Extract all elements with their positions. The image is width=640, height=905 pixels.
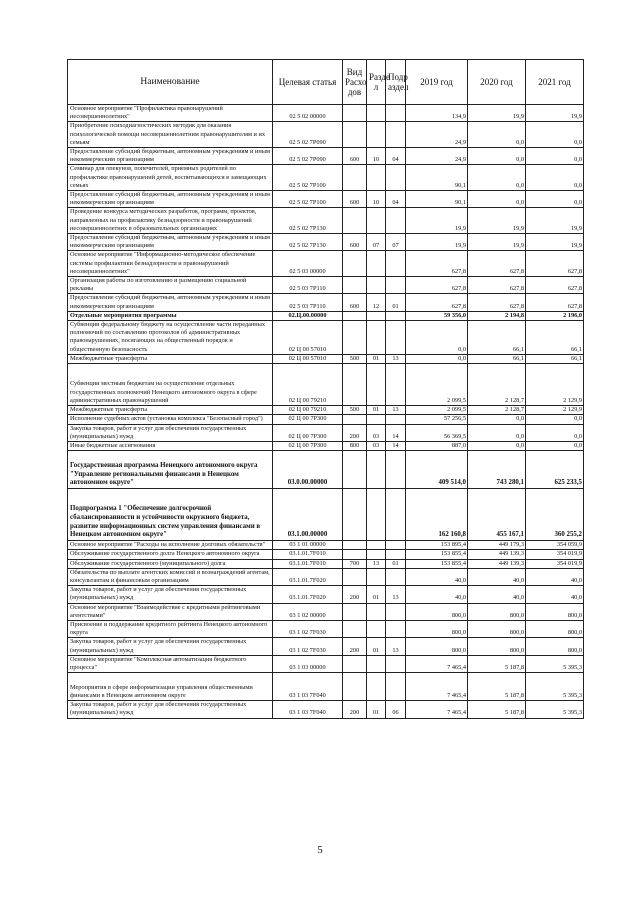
row-name: Подпрограмма 1 "Обеспечение долгосрочной сбалансированности и устойчивости окружного бюджета, развитие информационных систем управления финансами в Ненецком автономном округе" [68,489,273,541]
row-subsection [386,655,406,672]
row-target-article: 02 Ц 00 79210 [273,406,343,415]
row-target-article: 02 5 02 7Р100 [273,165,343,191]
header-name: Наименование [68,60,273,105]
row-subsection [386,251,406,277]
row-amount-2021: 0,0 [526,441,584,450]
row-amount-2019: 56 369,5 [406,424,468,441]
table-row [68,424,584,441]
row-name: Основное мероприятие "Информационно-методическое обеспечение системы профилактики безнадзорности и правонарушений несовершеннолетних" [68,251,273,277]
row-amount-2021: 627,8 [526,251,584,277]
row-subsection: 04 [386,148,406,165]
row-subsection: 01 [386,559,406,568]
row-expense-type: 600 [343,148,367,165]
row-subsection [386,415,406,424]
row-subsection [386,550,406,559]
header-expense-type: Вид Расхо дов [343,60,367,105]
row-amount-2021: 2 129,9 [526,364,584,406]
row-amount-2020: 449 139,3 [468,559,526,568]
row-name: Присвоение и поддержание кредитного рейтинга Ненецкого автономного округа [68,620,273,637]
row-expense-type [343,364,367,406]
row-target-article: 02 5 02 7Р090 [273,122,343,148]
row-section [367,568,386,585]
row-section: 13 [367,559,386,568]
row-amount-2019: 2 099,5 [406,364,468,406]
row-expense-type: 600 [343,294,367,311]
row-amount-2020: 19,9 [468,105,526,122]
page-number: 5 [317,844,323,856]
header-year-2020: 2020 год [468,60,526,105]
row-expense-type [343,550,367,559]
row-target-article: 03 1 03 00000 [273,655,343,672]
row-amount-2019: 90,1 [406,165,468,191]
row-expense-type [343,165,367,191]
row-name: Организация работы по изготовлению и размещению социальной рекламы [68,277,273,294]
row-amount-2021: 0,0 [526,424,584,441]
row-amount-2020: 2 128,7 [468,364,526,406]
row-name: Исполнение судебных актов (установка комплекса "Безопасный город") [68,415,273,424]
row-expense-type [343,251,367,277]
row-amount-2019: 887,0 [406,441,468,450]
row-subsection: 06 [386,701,406,718]
row-name: Основное мероприятие "Профилактика правонарушений несовершеннолетних" [68,105,273,122]
row-target-article: 03 1 03 7F040 [273,673,343,701]
row-amount-2021: 800,0 [526,620,584,637]
row-name: Субвенции местным бюджетам на осуществление отдельных государственных полномочий Ненецкого автономного округа в сфере административных правонарушений [68,364,273,406]
row-name: Межбюджетные трансферты [68,406,273,415]
row-target-article: 03 1 02 7F030 [273,620,343,637]
row-amount-2020: 19,9 [468,208,526,234]
row-expense-type [343,277,367,294]
table-row [68,122,584,148]
row-subsection [386,451,406,489]
row-name: Закупка товаров, работ и услуг для обеспечения государственных (муниципальных) нужд [68,638,273,655]
row-expense-type [343,489,367,541]
row-name: Обслуживание государственного (муниципального) долга [68,559,273,568]
row-target-article: 02 5 02 00000 [273,105,343,122]
row-target-article: 02 5 03 00000 [273,251,343,277]
row-expense-type [343,451,367,489]
header-year-2021: 2021 год [526,60,584,105]
row-expense-type [343,655,367,672]
row-expense-type [343,541,367,550]
row-amount-2019: 134,9 [406,105,468,122]
table-row [68,620,584,637]
row-amount-2019: 627,8 [406,294,468,311]
table-row [68,655,584,672]
row-section [367,122,386,148]
row-amount-2020: 40,0 [468,568,526,585]
row-target-article: 03.1.01.7F020 [273,586,343,603]
row-section [367,321,386,355]
row-target-article: 03 1 02 00000 [273,603,343,620]
row-expense-type [343,620,367,637]
row-amount-2020: 66,1 [468,321,526,355]
row-amount-2020: 0,0 [468,148,526,165]
row-amount-2019: 40,0 [406,586,468,603]
table-row [68,638,584,655]
row-amount-2021: 800,0 [526,638,584,655]
row-amount-2021: 354 019,9 [526,550,584,559]
table-row [68,165,584,191]
row-amount-2019: 7 465,4 [406,701,468,718]
row-amount-2019: 162 160,8 [406,489,468,541]
table-row [68,441,584,450]
row-amount-2021: 5 395,3 [526,701,584,718]
row-subsection [386,541,406,550]
row-amount-2020: 800,0 [468,620,526,637]
row-subsection: 13 [386,638,406,655]
row-amount-2019: 0,0 [406,354,468,363]
row-amount-2020: 0,0 [468,441,526,450]
row-amount-2020: 0,0 [468,191,526,208]
row-amount-2020: 455 167,1 [468,489,526,541]
row-expense-type: 200 [343,638,367,655]
table-row [68,673,584,701]
row-name: Закупка товаров, работ и услуг для обеспечения государственных (муниципальных) нужд [68,701,273,718]
row-section: 01 [367,354,386,363]
row-expense-type: 200 [343,701,367,718]
row-amount-2019: 40,0 [406,568,468,585]
row-target-article: 02 Ц 00 7Р300 [273,441,343,450]
row-target-article: 02 Ц 00 57010 [273,321,343,355]
row-subsection: 14 [386,424,406,441]
row-amount-2021: 0,0 [526,165,584,191]
row-amount-2020: 2 194,8 [468,311,526,320]
row-amount-2019: 800,0 [406,620,468,637]
row-amount-2019: 24,9 [406,122,468,148]
row-expense-type: 200 [343,586,367,603]
header-section: Разде л [367,60,386,105]
row-amount-2020: 449 139,3 [468,550,526,559]
row-target-article: 02 5 02 7Р100 [273,191,343,208]
row-expense-type: 200 [343,424,367,441]
row-name: Предоставление субсидий бюджетным, автономным учреждениям и иным некоммерческим организациям [68,191,273,208]
row-target-article: 03.0.00.00000 [273,451,343,489]
row-section [367,208,386,234]
table-row [68,191,584,208]
row-expense-type [343,321,367,355]
row-subsection [386,673,406,701]
row-amount-2020: 449 179,3 [468,541,526,550]
row-section: 12 [367,294,386,311]
row-amount-2019: 153 855,4 [406,559,468,568]
row-subsection [386,620,406,637]
row-target-article: 03 1 03 7F040 [273,701,343,718]
table-row [68,234,584,251]
row-expense-type [343,415,367,424]
row-amount-2021: 19,9 [526,234,584,251]
row-name: Основное мероприятие "Взаимодействие с кредитными рейтинговыми агентствами" [68,603,273,620]
row-section: 01 [367,586,386,603]
row-amount-2021: 40,0 [526,568,584,585]
row-amount-2019: 7 465,4 [406,673,468,701]
row-section [367,451,386,489]
row-amount-2021: 66,1 [526,321,584,355]
row-section: 01 [367,701,386,718]
table-row [68,603,584,620]
budget-document [67,59,583,719]
row-name: Иные бюджетные ассигнования [68,441,273,450]
row-subsection [386,568,406,585]
row-amount-2020: 2 128,7 [468,406,526,415]
row-amount-2019: 24,9 [406,148,468,165]
row-name: Основное мероприятие "Комплексная автоматизация бюджетного процесса" [68,655,273,672]
row-subsection: 04 [386,191,406,208]
row-subsection: 13 [386,406,406,415]
row-section [367,415,386,424]
table-row [68,208,584,234]
row-subsection [386,311,406,320]
row-amount-2021: 800,0 [526,603,584,620]
row-name: Проведение конкурса методических разработок, программ, проектов, направленных на профилактику безнадзорности и правонарушений несовершеннолетних в образовательных организациях [68,208,273,234]
row-expense-type [343,105,367,122]
row-subsection [386,208,406,234]
row-subsection [386,489,406,541]
row-amount-2020: 19,9 [468,234,526,251]
row-target-article: 02 5 03 7Р110 [273,294,343,311]
row-section [367,550,386,559]
row-amount-2019: 0,0 [406,321,468,355]
row-subsection: 07 [386,234,406,251]
row-amount-2021: 40,0 [526,586,584,603]
row-subsection: 01 [386,294,406,311]
row-name: Межбюджетные трансферты [68,354,273,363]
row-amount-2019: 57 256,5 [406,415,468,424]
row-amount-2021: 627,8 [526,294,584,311]
row-section: 03 [367,424,386,441]
row-section [367,311,386,320]
row-amount-2019: 153 855,4 [406,550,468,559]
row-amount-2021: 2 129,9 [526,406,584,415]
row-target-article: 02 Ц 00 79210 [273,364,343,406]
row-target-article: 03 1 01 00000 [273,541,343,550]
row-section [367,277,386,294]
header-year-2019: 2019 год [406,60,468,105]
row-amount-2020: 0,0 [468,165,526,191]
table-row [68,568,584,585]
row-expense-type [343,673,367,701]
table-row [68,311,584,320]
row-amount-2019: 19,9 [406,234,468,251]
row-amount-2019: 153 895,4 [406,541,468,550]
row-amount-2021: 0,0 [526,122,584,148]
row-target-article: 03.1.01.7F010 [273,559,343,568]
row-target-article: 02 5 02 7Р090 [273,148,343,165]
row-section [367,105,386,122]
row-amount-2021: 5 395,3 [526,673,584,701]
row-section: 10 [367,148,386,165]
row-expense-type: 600 [343,191,367,208]
row-amount-2019: 7 465,4 [406,655,468,672]
row-name: Мероприятия в сфере информатизации управления общественными финансами в Ненецком автономном округе [68,673,273,701]
row-amount-2021: 2 196,0 [526,311,584,320]
row-subsection [386,122,406,148]
row-section: 01 [367,406,386,415]
row-name: Приобретение психодиагностических методик для оказания психологической помощи несовершеннолетним правонарушителям и их семьям [68,122,273,148]
row-amount-2020: 5 187,8 [468,673,526,701]
table-row [68,415,584,424]
row-amount-2020: 0,0 [468,415,526,424]
row-amount-2021: 0,0 [526,191,584,208]
row-target-article: 02 5 03 7Р110 [273,277,343,294]
row-amount-2019: 90,1 [406,191,468,208]
header-target-article: Целевая статья [273,60,343,105]
row-amount-2019: 59 356,0 [406,311,468,320]
row-expense-type: 500 [343,406,367,415]
row-amount-2019: 2 099,5 [406,406,468,415]
row-target-article: 02.Ц.00.00000 [273,311,343,320]
row-name: Государственная программа Ненецкого автономного округа "Управление региональными финансами в Ненецком автономном округе" [68,451,273,489]
row-section [367,364,386,406]
row-amount-2021: 5 395,3 [526,655,584,672]
row-subsection: 13 [386,586,406,603]
row-section [367,165,386,191]
row-target-article: 03 1 02 7F030 [273,638,343,655]
row-amount-2021: 354 059,9 [526,541,584,550]
row-subsection [386,105,406,122]
row-section: 01 [367,638,386,655]
row-amount-2021: 19,9 [526,105,584,122]
row-section [367,251,386,277]
row-subsection [386,603,406,620]
row-amount-2020: 800,0 [468,638,526,655]
table-row [68,251,584,277]
table-row [68,277,584,294]
table-row [68,586,584,603]
row-target-article: 02 Ц 00 57010 [273,354,343,363]
table-header-row [68,60,584,105]
row-section: 07 [367,234,386,251]
row-name: Предоставление субсидий бюджетным, автономным учреждениям и иным некоммерческим организациям [68,148,273,165]
row-name: Предоставление субсидий бюджетным, автономным учреждениям и иным некоммерческим организациям [68,294,273,311]
budget-table [67,59,584,719]
row-name: Обслуживание государственного долга Ненецкого автономного округа [68,550,273,559]
row-subsection [386,364,406,406]
table-row [68,489,584,541]
row-amount-2019: 19,9 [406,208,468,234]
row-section [367,603,386,620]
row-subsection: 13 [386,354,406,363]
row-amount-2020: 627,8 [468,251,526,277]
row-amount-2020: 0,0 [468,122,526,148]
row-amount-2021: 360 255,2 [526,489,584,541]
row-target-article: 03.1.01.7F020 [273,568,343,585]
row-name: Закупка товаров, работ и услуг для обеспечения государственных (муниципальных) нужд [68,586,273,603]
row-amount-2021: 0,0 [526,148,584,165]
row-expense-type [343,603,367,620]
row-expense-type [343,311,367,320]
row-name: Предоставление субсидий бюджетным, автономным учреждениям и иным некоммерческим организациям [68,234,273,251]
table-row [68,321,584,355]
table-row [68,364,584,406]
row-amount-2020: 40,0 [468,586,526,603]
row-name: Семинар для опекунов, попечителей, приемных родителей по профилактике правонарушений детей, воспитывающихся в замещающих семьях [68,165,273,191]
row-target-article: 03.1.01.7F010 [273,550,343,559]
row-amount-2021: 354 019,9 [526,559,584,568]
row-subsection [386,165,406,191]
row-amount-2020: 627,8 [468,277,526,294]
row-subsection [386,277,406,294]
row-section: 03 [367,441,386,450]
table-row [68,559,584,568]
row-target-article: 02 5 02 7Р130 [273,208,343,234]
row-amount-2019: 627,8 [406,277,468,294]
row-target-article: 02 Ц 00 7Р300 [273,424,343,441]
table-row [68,148,584,165]
table-row [68,701,584,718]
table-row [68,451,584,489]
row-amount-2020: 800,0 [468,603,526,620]
row-expense-type [343,208,367,234]
table-row [68,541,584,550]
table-row [68,550,584,559]
row-amount-2020: 5 187,8 [468,701,526,718]
header-subsection: Подр аздел [386,60,406,105]
row-amount-2021: 66,1 [526,354,584,363]
row-expense-type: 800 [343,441,367,450]
row-amount-2020: 66,1 [468,354,526,363]
row-section [367,541,386,550]
row-expense-type: 600 [343,234,367,251]
row-expense-type: 500 [343,354,367,363]
row-subsection [386,321,406,355]
table-row [68,105,584,122]
row-section [367,489,386,541]
row-section [367,620,386,637]
row-target-article: 02 Ц 00 7Р300 [273,415,343,424]
row-amount-2019: 800,0 [406,603,468,620]
row-target-article: 02 5 02 7Р130 [273,234,343,251]
row-name: Отдельные мероприятия программы [68,311,273,320]
row-name: Обязательства по выплате агентских комиссий и вознаграждений агентам, консультантам и финансовым организациям [68,568,273,585]
row-expense-type [343,568,367,585]
row-amount-2021: 625 233,5 [526,451,584,489]
row-target-article: 03.1.00.00000 [273,489,343,541]
row-amount-2020: 0,0 [468,424,526,441]
table-row [68,294,584,311]
row-amount-2020: 5 187,8 [468,655,526,672]
row-amount-2019: 627,8 [406,251,468,277]
row-name: Закупка товаров, работ и услуг для обеспечения государственных (муниципальных) нужд [68,424,273,441]
row-expense-type [343,122,367,148]
row-amount-2020: 627,8 [468,294,526,311]
row-amount-2019: 800,0 [406,638,468,655]
table-row [68,354,584,363]
row-section: 10 [367,191,386,208]
row-amount-2020: 743 280,1 [468,451,526,489]
row-amount-2021: 627,8 [526,277,584,294]
row-expense-type: 700 [343,559,367,568]
row-section [367,655,386,672]
row-section [367,673,386,701]
row-amount-2021: 0,0 [526,415,584,424]
row-name: Основное мероприятие "Расходы на исполнение долговых обязательств" [68,541,273,550]
row-amount-2021: 19,9 [526,208,584,234]
row-name: Субвенции федеральному бюджету на осуществление части переданных полномочий по составлению протоколов об административных правонарушениях, посягающих на общественный порядок и общественную безопасность [68,321,273,355]
row-subsection: 14 [386,441,406,450]
table-row [68,406,584,415]
row-amount-2019: 409 514,0 [406,451,468,489]
